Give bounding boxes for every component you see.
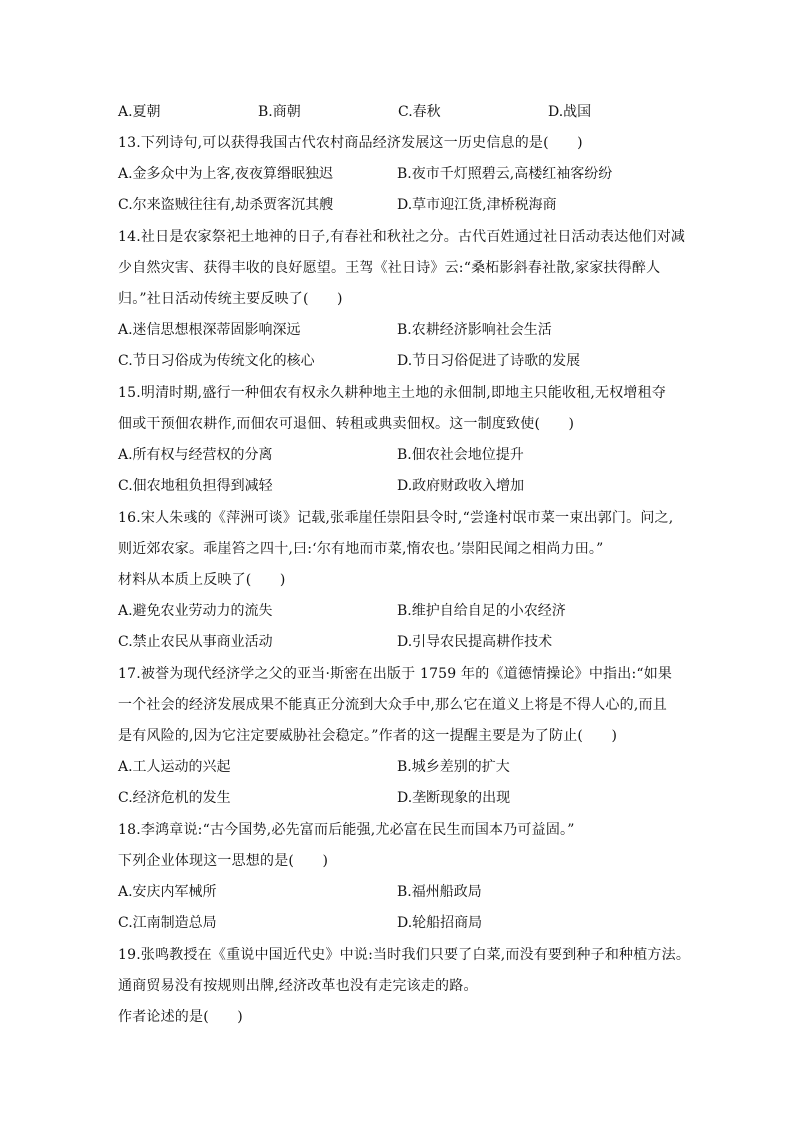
q15-stem-line-2: 佃或干预佃农耕作,而佃农可退佃、转租或典卖佃权。这一制度致使( ) — [118, 416, 575, 432]
q18-option-b: B.福州船政局 — [397, 884, 482, 900]
q13-option-a: A.金多众中为上客,夜夜算缗眠独迟 — [118, 166, 334, 182]
q18-stem-line-2: 下列企业体现这一思想的是( ) — [118, 853, 329, 869]
q17-stem-line-2: 一个社会的经济发展成果不能真正分流到大众手中,那么它在道义上将是不得人心的,而且 — [118, 697, 667, 713]
q16-stem-line-2: 则近郊农家。乖崖笞之四十,曰:‘尔有地而市菜,惰农也。’崇阳民闻之相尚力田。” — [118, 541, 604, 557]
q14-option-a: A.迷信思想根深蒂固影响深远 — [118, 322, 301, 338]
q16-option-a: A.避免农业劳动力的流失 — [118, 603, 273, 619]
q12-option-a: A.夏朝 — [118, 104, 161, 120]
q14-option-b: B.农耕经济影响社会生活 — [397, 322, 552, 338]
q17-option-d: D.垄断现象的出现 — [397, 790, 511, 806]
q18-option-a: A.安庆内军械所 — [118, 884, 217, 900]
q14-stem-line-3: 归。”社日活动传统主要反映了( ) — [118, 291, 343, 307]
q18-option-d: D.轮船招商局 — [397, 915, 483, 931]
q18-option-c: C.江南制造总局 — [118, 915, 217, 931]
q16-option-b: B.维护自给自足的小农经济 — [397, 603, 566, 619]
q13-stem: 13.下列诗句,可以获得我国古代农村商品经济发展这一历史信息的是( ) — [118, 135, 583, 151]
q17-option-c: C.经济危机的发生 — [118, 790, 231, 806]
q15-option-d: D.政府财政收入增加 — [397, 478, 525, 494]
q18-stem-line-1: 18.李鸿章说:“古今国势,必先富而后能强,尤必富在民生而国本乃可益固。” — [118, 822, 575, 838]
q19-stem-line-2: 通商贸易没有按规则出牌,经济改革也没有走完该走的路。 — [118, 978, 478, 994]
q12-option-d: D.战国 — [548, 104, 592, 120]
q13-option-c: C.尔来盗贼往往有,劫杀贾客沉其艘 — [118, 197, 334, 213]
q14-stem-line-2: 少自然灾害、获得丰收的良好愿望。王驾《社日诗》云:“桑柘影斜春社散,家家扶得醉人 — [118, 260, 661, 276]
q13-option-d: D.草市迎江货,津桥税海商 — [397, 197, 557, 213]
q14-option-c: C.节日习俗成为传统文化的核心 — [118, 353, 315, 369]
q12-option-c: C.春秋 — [398, 104, 441, 120]
q16-stem-line-3: 材料从本质上反映了( ) — [118, 572, 286, 588]
q19-stem-line-1: 19.张鸣教授在《重说中国近代史》中说:当时我们只要了白菜,而没有要到种子和种植方法。 — [118, 947, 691, 963]
q17-stem-line-3: 是有风险的,因为它注定要威胁社会稳定。”作者的这一提醒主要是为了防止( ) — [118, 728, 618, 744]
q14-option-d: D.节日习俗促进了诗歌的发展 — [397, 353, 581, 369]
q15-option-c: C.佃农地租负担得到减轻 — [118, 478, 273, 494]
q17-stem-line-1: 17.被誉为现代经济学之父的亚当·斯密在出版于 1759 年的《道德情操论》中指出:“如果 — [118, 666, 673, 682]
q17-option-a: A.工人运动的兴起 — [118, 759, 231, 775]
q12-option-b: B.商朝 — [258, 104, 301, 120]
q13-option-b: B.夜市千灯照碧云,高楼红袖客纷纷 — [397, 166, 613, 182]
q19-stem-line-3: 作者论述的是( ) — [118, 1009, 243, 1025]
q16-option-d: D.引导农民提高耕作技术 — [397, 634, 553, 650]
q16-option-c: C.禁止农民从事商业活动 — [118, 634, 273, 650]
q15-option-b: B.佃农社会地位提升 — [397, 447, 524, 463]
q16-stem-line-1: 16.宋人朱彧的《萍洲可谈》记载,张乖崖任崇阳县令时,“尝逢村氓市菜一束出郭门。问之, — [118, 510, 674, 526]
q15-option-a: A.所有权与经营权的分离 — [118, 447, 273, 463]
q14-stem-line-1: 14.社日是农家祭祀土地神的日子,有春社和秋社之分。古代百姓通过社日活动表达他们对减 — [118, 229, 686, 245]
q17-option-b: B.城乡差别的扩大 — [397, 759, 510, 775]
q15-stem-line-1: 15.明清时期,盛行一种佃农有权永久耕种地主土地的永佃制,即地主只能收租,无权增租夺 — [118, 385, 667, 401]
